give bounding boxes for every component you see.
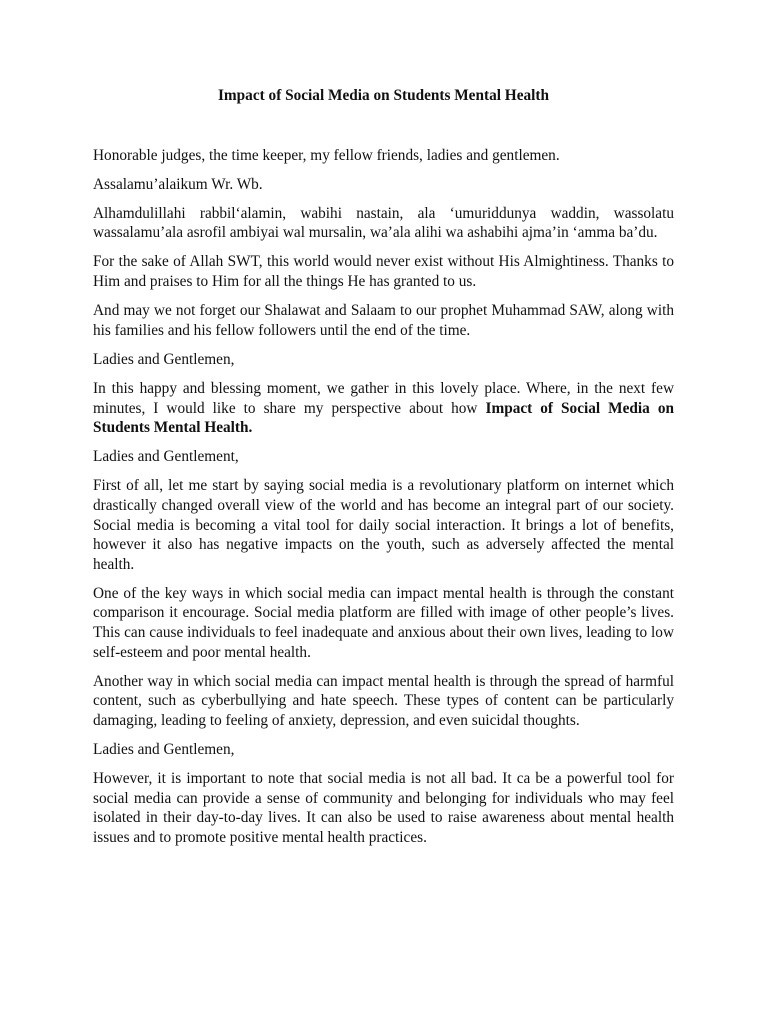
- comparison-paragraph: One of the key ways in which social media can impact mental health is through the constant comparison it encourage. Social media platform are filled with image of other people’s lives. This can cause individuals to feel inadequate and anxious about their own lives, leading to low self-esteem and poor mental health.: [93, 584, 674, 661]
- intro-topic-bold: Impact of Social Media on Students Mental Health.: [93, 399, 674, 437]
- salam-paragraph: Assalamu’alaikum Wr. Wb.: [93, 175, 263, 193]
- harmful-content-paragraph: Another way in which social media can impact mental health is through the spread of harmful content, such as cyberbullying and hate speech. These types of content can be particularly damaging, leading to feeling of anxiety, depression, and even suicidal thoughts.: [93, 672, 674, 729]
- intro-paragraph: [93, 379, 674, 438]
- address-paragraph-2: Ladies and Gentlement,: [93, 448, 239, 466]
- positive-aspects-paragraph: However, it is important to note that social media is not all bad. It ca be a powerful tool for social media can provide a sense of community and belonging for individuals who may feel isolated in their day-to-day lives. It can also be used to raise awareness about mental health issues and to promote positive mental health practices.: [93, 770, 674, 846]
- opening-prayer-paragraph: Alhamdulillahi rabbil‘alamin, wabihi nastain, ala ‘umuriddunya waddin, wassolatu wassalamu’ala asrofil ambiyai wal mursalin, wa’ala alihi wa ashabihi ajma’in ‘amma ba’du.: [93, 204, 674, 242]
- gratitude-paragraph: For the sake of Allah SWT, this world would never exist without His Almightiness. Thanks to Him and praises to Him for all the things He has granted to us.: [93, 253, 674, 291]
- social-media-overview-paragraph: First of all, let me start by saying social media is a revolutionary platform on internet which drastically changed overall view of the world and has become an integral part of our society. Social media is becoming a vital tool for daily social interaction. It brings a lot of benefits, however it also has negative impacts on the youth, such as adversely affected the mental health.: [93, 477, 674, 573]
- intro-text: In this happy and blessing moment, we gather in this lovely place. Where, in the next few minutes, I would like to share my perspective about how: [93, 379, 674, 417]
- document-title: Impact of Social Media on Students Mental Health: [217, 87, 549, 104]
- greeting-paragraph: Honorable judges, the time keeper, my fellow friends, ladies and gentlemen.: [93, 146, 560, 164]
- address-paragraph-3: Ladies and Gentlemen,: [93, 740, 235, 758]
- document-page: [93, 86, 674, 857]
- address-paragraph-1: Ladies and Gentlemen,: [93, 350, 235, 368]
- shalawat-paragraph: And may we not forget our Shalawat and Salaam to our prophet Muhammad SAW, along with his families and his fellow followers until the end of the time.: [93, 302, 674, 339]
